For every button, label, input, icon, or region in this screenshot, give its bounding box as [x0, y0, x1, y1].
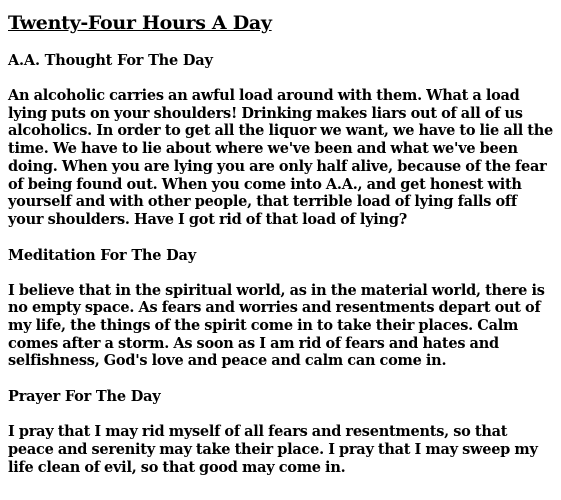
page-title: Twenty-Four Hours A Day — [8, 12, 272, 34]
section-heading-thought: A.A. Thought For The Day — [8, 52, 213, 69]
section-heading-prayer: Prayer For The Day — [8, 388, 161, 406]
section-body-prayer: I pray that I may rid myself of all fears and resentments, so that peace and serenity may take their place. I pray that I may sweep my life clean of evil, so that good may come in. — [8, 423, 538, 476]
section-body-meditation: I believe that in the spiritual world, as in the material world, there is no empty space. As fears and worries and resentments depart out of my life, the things of the spirit come in to take their places. Calm comes after a storm. As soon as I am rid of fears and hates and selfishness, God's love and peace and calm can come in. — [8, 281, 545, 370]
section-heading-meditation: Meditation For The Day — [8, 246, 196, 264]
section-body-thought: An alcoholic carries an awful load around with them. What a load lying puts on your shoulders! Drinking makes liars out of all of us alcoholics. In order to get all the liquor we want, we have to lie all the time. We have to lie about where we've been and what we've been doing. When you are lying you are only half alive, because of the fear of being found out. When you come into A.A., and get honest with yourself and with other people, that terrible load of lying falls off your shoulders. Have I got rid of that load of lying? — [8, 87, 554, 228]
